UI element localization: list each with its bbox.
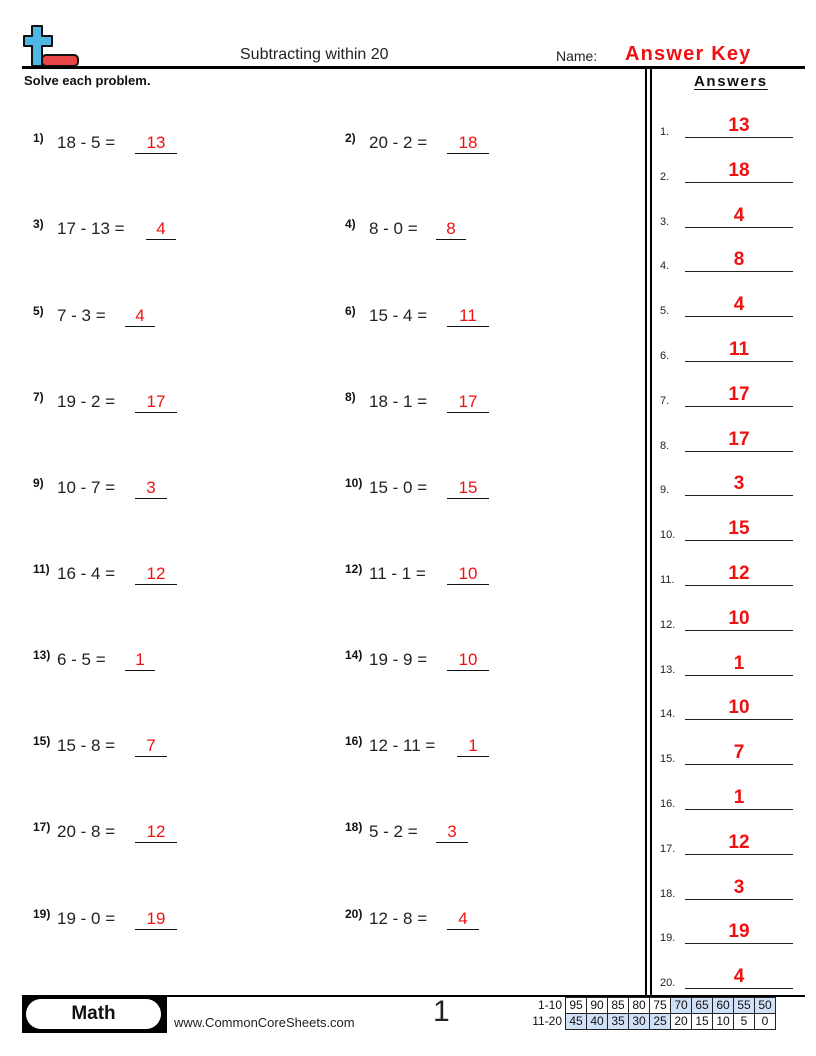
column-divider <box>645 68 647 996</box>
answer-key-item <box>660 782 800 812</box>
problem-number: 18) <box>345 820 363 834</box>
score-cell: 80 <box>629 998 650 1014</box>
problem-number: 8) <box>345 390 356 404</box>
answer-key-value: 13 <box>728 115 750 136</box>
problem-item <box>345 133 645 161</box>
answer-key-label: 9. <box>660 484 670 497</box>
problem-item <box>33 392 333 420</box>
answer-key-line[interactable] <box>685 516 793 541</box>
answer-key-item <box>660 827 800 857</box>
score-cell: 30 <box>629 1014 650 1030</box>
problem-expression: 8 - 0 = <box>369 219 418 238</box>
answer-key-value: 10 <box>728 697 750 719</box>
problem-number: 15) <box>33 734 51 748</box>
column-divider <box>650 68 652 996</box>
problem-expression: 18 - 1 = <box>369 392 428 411</box>
problem-number: 5) <box>33 304 44 318</box>
answer-key-label: 18. <box>660 887 676 900</box>
answer-blank[interactable]: 17 <box>447 392 489 413</box>
problem-item <box>33 822 333 850</box>
subject-badge: Math <box>26 999 161 1029</box>
answer-key-value: 1 <box>733 787 745 808</box>
answer-key-line[interactable] <box>685 382 793 407</box>
problem-item <box>33 650 333 678</box>
answer-blank[interactable]: 1 <box>125 650 155 671</box>
answer-key-label: 12. <box>660 618 676 631</box>
answer-blank[interactable]: 12 <box>135 564 177 585</box>
answer-key-item <box>660 692 800 722</box>
score-cell: 40 <box>587 1014 608 1030</box>
answer-key-value: 17 <box>728 383 750 405</box>
score-cell: 60 <box>713 998 734 1014</box>
score-cell: 5 <box>734 1014 755 1030</box>
answer-key-value: 10 <box>728 607 750 629</box>
problem-expression: 17 - 13 = <box>57 219 125 238</box>
answer-blank[interactable]: 7 <box>135 736 167 757</box>
score-cell: 20 <box>671 1014 692 1030</box>
answer-key-label: 14. <box>660 708 676 721</box>
answer-key-label: 13. <box>660 663 676 676</box>
answer-key-item <box>660 200 800 230</box>
answer-key-value: 12 <box>728 831 750 853</box>
problem-number: 20) <box>345 907 363 921</box>
answer-key-label: 11. <box>660 574 675 586</box>
answer-key-label: 16. <box>660 798 676 810</box>
answers-title: Answers <box>694 73 768 90</box>
problem-item <box>345 478 645 506</box>
answer-blank[interactable]: 17 <box>135 392 177 413</box>
problem-number: 9) <box>33 476 44 490</box>
answer-key-item <box>660 961 800 991</box>
answer-key-item <box>660 872 800 902</box>
problem-item <box>345 219 645 247</box>
answer-key-value: 19 <box>728 921 750 943</box>
problem-item <box>345 306 645 334</box>
answer-key-item <box>660 513 800 543</box>
answer-key-line[interactable] <box>685 919 793 944</box>
problem-item <box>345 564 645 592</box>
answer-key-line[interactable] <box>685 292 793 317</box>
answer-key-line[interactable] <box>685 113 793 138</box>
answer-blank[interactable]: 4 <box>447 909 479 930</box>
problem-expression: 19 - 0 = <box>57 909 116 928</box>
answer-key-value: 18 <box>728 159 750 181</box>
answer-blank[interactable]: 10 <box>447 650 489 671</box>
score-cell: 50 <box>755 998 776 1014</box>
problem-expression: 12 - 11 = <box>369 736 436 755</box>
problem-expression: 15 - 0 = <box>369 478 428 497</box>
score-cell: 55 <box>734 998 755 1014</box>
problem-item <box>33 564 333 592</box>
answer-blank[interactable]: 4 <box>146 219 176 240</box>
problem-item <box>33 219 333 247</box>
answer-blank[interactable]: 13 <box>135 133 177 154</box>
problem-item <box>345 392 645 420</box>
answer-key-item <box>660 558 800 588</box>
answer-key-line[interactable] <box>685 247 793 272</box>
answer-key-line[interactable] <box>685 964 793 989</box>
answer-key-line[interactable] <box>685 875 793 900</box>
score-range: 11-20 <box>532 1014 562 1028</box>
problem-number: 17) <box>33 820 51 834</box>
name-value: Answer Key <box>625 43 752 65</box>
header-rule <box>22 66 805 69</box>
answer-key-label: 10. <box>660 529 676 542</box>
score-cell: 45 <box>566 1014 587 1030</box>
answer-key-item <box>660 648 800 678</box>
answer-key-line[interactable] <box>685 740 793 765</box>
answer-key-item <box>660 424 800 454</box>
answer-key-value: 1 <box>733 652 745 674</box>
score-cell: 90 <box>587 998 608 1014</box>
answer-blank[interactable]: 15 <box>447 478 489 499</box>
answer-blank[interactable]: 8 <box>436 219 466 240</box>
answer-key-label: 4. <box>660 260 670 273</box>
answer-key-value: 3 <box>733 876 745 898</box>
answer-key-item <box>660 155 800 185</box>
problem-item <box>345 736 645 764</box>
answer-blank[interactable]: 3 <box>135 478 167 499</box>
name-label: Name: <box>556 48 598 64</box>
answer-key-label: 7. <box>660 394 670 407</box>
problem-item <box>33 478 333 506</box>
score-cell: 10 <box>713 1014 734 1030</box>
answer-blank[interactable]: 11 <box>447 306 489 327</box>
plus-minus-logo-icon <box>22 24 80 68</box>
score-cell: 25 <box>650 1014 671 1030</box>
problem-expression: 10 - 7 = <box>57 478 116 497</box>
problem-number: 3) <box>33 217 44 231</box>
answer-key-item <box>660 244 800 274</box>
problem-number: 6) <box>345 304 356 318</box>
problem-number: 4) <box>345 217 356 231</box>
answer-key-value: 7 <box>733 742 745 764</box>
score-cell: 35 <box>608 1014 629 1030</box>
score-row <box>528 1014 776 1030</box>
answer-key-line[interactable] <box>685 471 793 496</box>
score-range: 1-10 <box>537 998 562 1012</box>
answer-key-line[interactable] <box>685 158 793 183</box>
score-cell: 65 <box>692 998 713 1014</box>
answer-key-value: 3 <box>733 473 745 495</box>
answer-key-value: 4 <box>733 966 745 988</box>
answer-key-line[interactable] <box>685 606 793 631</box>
answer-key-value: 4 <box>733 294 745 316</box>
answer-key-line[interactable] <box>685 651 793 676</box>
answer-blank[interactable]: 10 <box>447 564 489 585</box>
answer-key-item <box>660 916 800 946</box>
answer-key-item <box>660 110 800 140</box>
answer-key-label: 5. <box>660 305 670 318</box>
problem-expression: 20 - 2 = <box>369 133 428 152</box>
problem-expression: 20 - 8 = <box>57 822 116 841</box>
answer-blank[interactable]: 12 <box>135 822 177 843</box>
problem-number: 12) <box>345 562 363 576</box>
problem-number: 7) <box>33 390 44 404</box>
answer-key-label: 8. <box>660 439 670 452</box>
problem-expression: 15 - 8 = <box>57 736 116 755</box>
problem-item <box>345 822 645 850</box>
problem-expression: 12 - 8 = <box>369 909 428 928</box>
answer-key-label: 20. <box>660 977 676 990</box>
score-cell: 0 <box>755 1014 776 1030</box>
answer-key-value: 4 <box>733 204 745 226</box>
problem-item <box>33 909 333 937</box>
answer-key-label: 3. <box>660 215 670 228</box>
answer-key-line[interactable] <box>685 695 793 720</box>
answer-key-label: 19. <box>660 932 676 945</box>
answer-key-item <box>660 379 800 409</box>
problem-item <box>33 736 333 764</box>
problem-number: 13) <box>33 648 51 662</box>
problem-expression: 19 - 9 = <box>369 650 428 669</box>
answer-key-line[interactable] <box>685 561 793 586</box>
answer-key-item <box>660 289 800 319</box>
problem-item <box>345 909 645 937</box>
answer-key-label: 15. <box>660 753 676 766</box>
answer-key-value: 11 <box>728 339 750 360</box>
answer-key-label: 6. <box>660 350 670 362</box>
problem-number: 2) <box>345 131 356 145</box>
answer-key-label: 2. <box>660 170 670 183</box>
problem-expression: 15 - 4 = <box>369 306 428 325</box>
problem-number: 11) <box>33 562 50 576</box>
problem-expression: 19 - 2 = <box>57 392 116 411</box>
problem-item <box>33 306 333 334</box>
problem-number: 14) <box>345 648 363 662</box>
answer-key-item <box>660 737 800 767</box>
answer-key-value: 12 <box>728 563 750 584</box>
answer-key-line[interactable] <box>685 337 793 362</box>
problem-expression: 7 - 3 = <box>57 306 106 325</box>
answer-key-line[interactable] <box>685 830 793 855</box>
answer-key-item <box>660 603 800 633</box>
answer-blank[interactable]: 4 <box>125 306 155 327</box>
score-cell: 95 <box>566 998 587 1014</box>
problem-number: 19) <box>33 907 51 921</box>
answer-key-label: 1. <box>660 126 670 138</box>
page-number: 1 <box>433 995 450 1028</box>
answer-key-line[interactable] <box>685 203 793 228</box>
answer-blank[interactable]: 3 <box>436 822 468 843</box>
problem-expression: 16 - 4 = <box>57 564 116 583</box>
score-cell: 15 <box>692 1014 713 1030</box>
score-cell: 70 <box>671 998 692 1014</box>
problem-number: 1) <box>33 131 44 145</box>
answer-key-item <box>660 468 800 498</box>
problem-expression: 6 - 5 = <box>57 650 106 669</box>
score-table <box>528 997 776 1030</box>
problem-expression: 5 - 2 = <box>369 822 418 841</box>
problem-number: 10) <box>345 476 363 490</box>
answer-key-line[interactable] <box>685 785 793 810</box>
problem-number: 16) <box>345 734 363 748</box>
answer-key-value: 17 <box>728 428 750 450</box>
problem-expression: 11 - 1 = <box>369 564 426 583</box>
answer-blank[interactable]: 18 <box>447 133 489 154</box>
answer-key-label: 17. <box>660 842 676 855</box>
score-row <box>528 998 776 1014</box>
answer-key-item <box>660 334 800 364</box>
answer-key-value: 15 <box>728 518 750 540</box>
problem-expression: 18 - 5 = <box>57 133 116 152</box>
answer-blank[interactable]: 1 <box>457 736 489 757</box>
problem-item <box>33 133 333 161</box>
score-cell: 75 <box>650 998 671 1014</box>
answer-key-line[interactable] <box>685 427 793 452</box>
answer-key-value: 8 <box>733 249 745 271</box>
answer-blank[interactable]: 19 <box>135 909 177 930</box>
instructions: Solve each problem. <box>24 73 151 88</box>
site-url[interactable]: www.CommonCoreSheets.com <box>174 1015 355 1030</box>
score-cell: 85 <box>608 998 629 1014</box>
problem-item <box>345 650 645 678</box>
